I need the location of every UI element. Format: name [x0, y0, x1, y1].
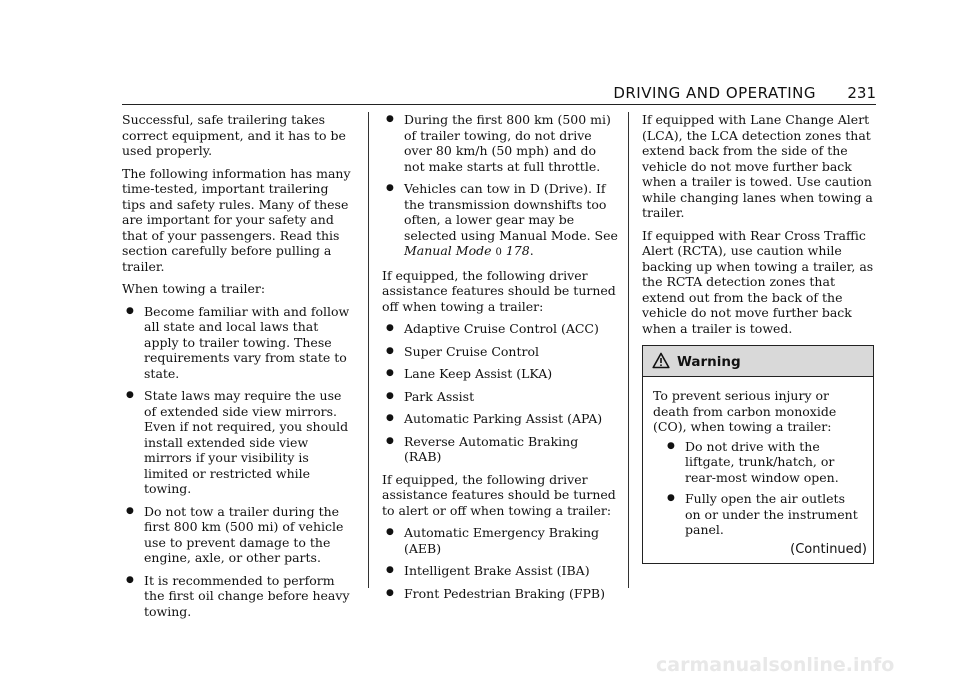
list-item: ● State laws may require the use of extended side view mirrors. Even if not required, you should install extended side view mirrors if your visibility is limited or restricted while towing. [126, 388, 349, 496]
bullet-icon: ● [386, 323, 394, 333]
page-header [0, 84, 876, 104]
alert-features-list [382, 525, 618, 601]
list-item: ● Do not drive with the liftgate, trunk/hatch, or rear-most window open. [667, 438, 839, 485]
watermark: carmanualsonline.info [656, 654, 895, 676]
bullet-icon: ● [667, 493, 675, 503]
warning-body [643, 377, 873, 538]
column-divider [368, 112, 369, 588]
bullet-icon: ● [386, 368, 394, 378]
list-item: ● Intelligent Brake Assist (IBA) [386, 563, 590, 578]
bullet-icon: ● [386, 587, 394, 598]
bullet-icon: ● [126, 574, 134, 585]
bullet-icon: ● [667, 440, 675, 451]
column-right [642, 112, 876, 343]
header-divider [122, 104, 876, 105]
list-item: ● It is recommended to perform the first oil change before heavy towing. [126, 572, 350, 619]
column-middle [382, 112, 618, 608]
list-item: ● Lane Keep Assist (LKA) [386, 366, 553, 381]
page-number: 231 [847, 84, 876, 102]
bullet-icon: ● [126, 305, 134, 316]
list-item: ● Adaptive Cruise Control (ACC) [386, 321, 599, 336]
warning-intro: To prevent serious injury or death from carbon monoxide (CO), when towing a trailer: [653, 388, 837, 434]
alert-or-off-paragraph: If equipped, the following driver assistance features should be turned to alert or off when towing a trailer: [382, 471, 616, 518]
continued-label: (Continued) [790, 542, 867, 557]
warning-triangle-icon [652, 352, 670, 373]
manual-mode-link[interactable]: Manual Mode 0 178 [404, 243, 530, 258]
info-paragraph: The following information has many time-tested, important trailering tips and safety rules. Many of these are important for your safety and that of your passengers. Read this section carefully before pulling a trailer. [122, 165, 351, 274]
rcta-paragraph: If equipped with Rear Cross Traffic Alert (RCTA), use caution while backing up when towing a trailer, as the RCTA detection zones that extend out from the back of the vehicle do not move further back when a trailer is towed. [642, 227, 874, 336]
towing-rules-list [122, 304, 354, 620]
list-item: ● Front Pedestrian Braking (FPB) [386, 585, 605, 601]
list-item: ● During the first 800 km (500 mi) of trailer towing, do not drive over 80 km/h (50 mph) and do not make starts at full throttle. [386, 112, 611, 174]
list-item: ● Do not tow a trailer during the first 800 km (500 mi) of vehicle use to prevent damage to the engine, axle, or other parts. [126, 503, 344, 565]
turn-off-paragraph: If equipped, the following driver assistance features should be turned off when towing a trailer: [382, 267, 616, 314]
turn-off-features-list [382, 321, 618, 465]
intro-paragraph: Successful, safe trailering takes correct equipment, and it has to be used properly. [122, 112, 346, 158]
bullet-icon: ● [386, 345, 394, 356]
list-item: ● Reverse Automatic Braking (RAB) [386, 433, 579, 464]
list-item: ● Super Cruise Control [386, 343, 539, 359]
column-left [122, 112, 354, 626]
break-in-list [382, 112, 618, 261]
column-divider [628, 112, 629, 588]
bullet-icon: ● [386, 183, 394, 193]
bullet-icon: ● [386, 390, 394, 401]
list-item: ● Vehicles can tow in D (Drive). If the transmission downshifts too often, a lower gear may be selected using Manual Mode. See Manual Mode 0 178. [386, 181, 618, 258]
warning-title: Warning [677, 354, 741, 370]
list-item: ● Fully open the air outlets on or under the instrument panel. [667, 491, 858, 537]
warning-list [653, 439, 863, 538]
list-item: ● Automatic Emergency Braking (AEB) [386, 525, 600, 556]
bullet-icon: ● [386, 413, 394, 423]
bullet-icon: ● [386, 565, 394, 575]
list-item: ● Become familiar with and follow all state and local laws that apply to trailer towing. These requirements vary from state to state. [126, 303, 350, 381]
section-title: DRIVING AND OPERATING [613, 84, 816, 102]
towing-lead-in: When towing a trailer: [122, 281, 266, 296]
bullet-icon: ● [126, 390, 134, 400]
warning-header [643, 346, 873, 377]
lca-paragraph: If equipped with Lane Change Alert (LCA), the LCA detection zones that extend back from the side of the vehicle do not move further back when a trailer is towed. Use caution while changing lanes when towing a trailer. [642, 112, 873, 220]
bullet-icon: ● [386, 527, 394, 537]
list-item: ● Automatic Parking Assist (APA) [386, 411, 603, 426]
warning-box [642, 345, 874, 564]
bullet-icon: ● [126, 505, 134, 516]
list-item: ● Park Assist [386, 388, 475, 404]
bullet-icon: ● [386, 114, 394, 124]
bullet-icon: ● [386, 435, 394, 446]
page-ref-arrow-icon: 0 [495, 247, 502, 258]
